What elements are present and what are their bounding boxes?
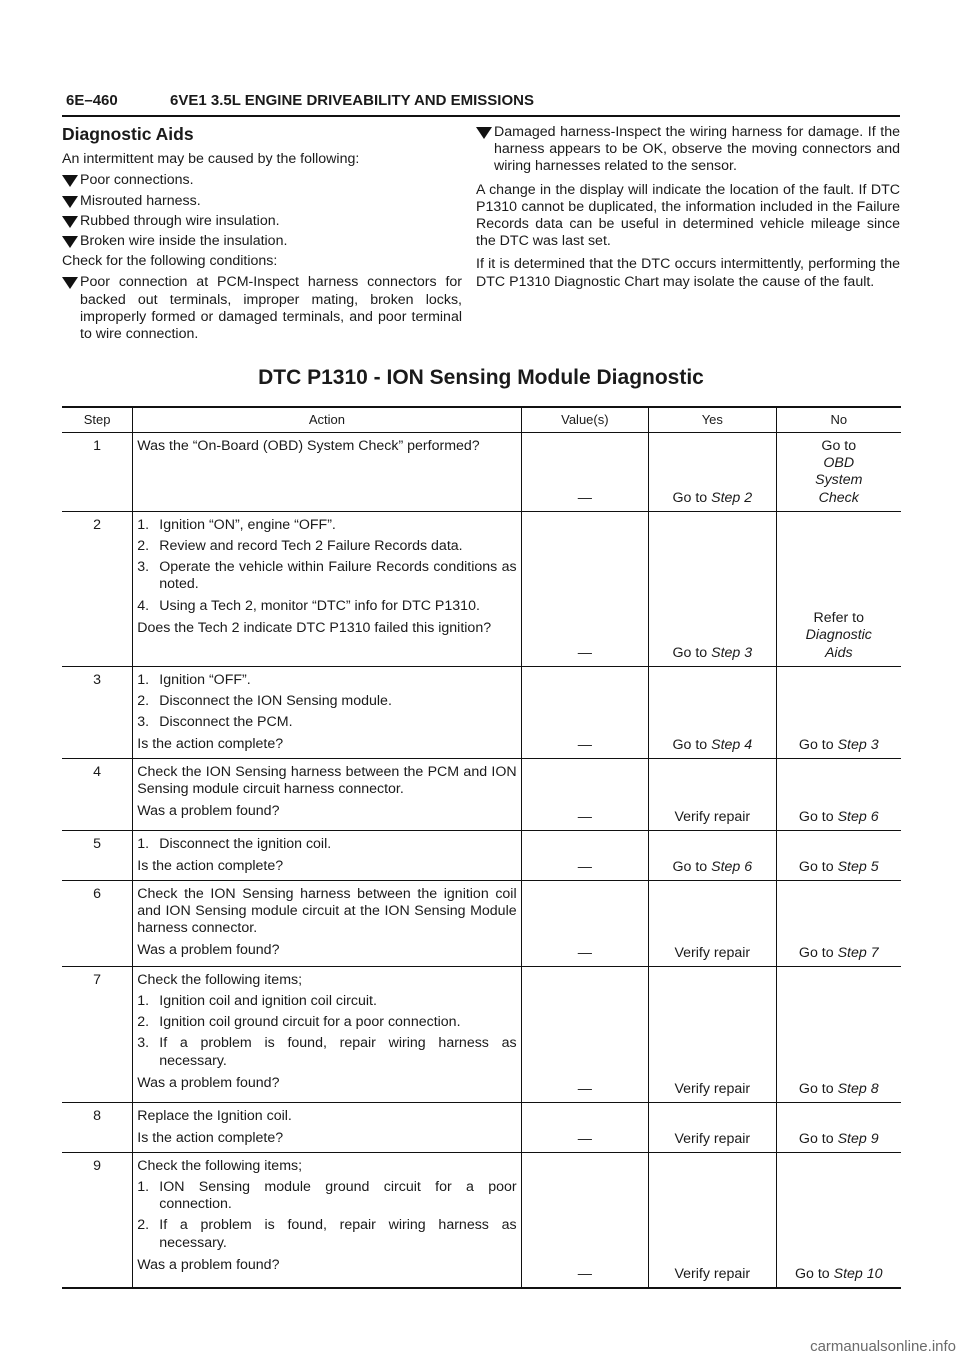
column-header-values: Value(s)	[521, 407, 648, 433]
column-header-yes: Yes	[649, 407, 776, 433]
action-cell	[133, 511, 521, 666]
action-step-item: 1. Ignition coil and ignition coil circuit.	[137, 993, 377, 1010]
cause-item: Poor connections.	[62, 172, 462, 189]
table-row	[62, 433, 901, 512]
yes-cell: Go to Step 2	[649, 433, 776, 512]
no-step-ref: Diagnostic Aids	[805, 627, 872, 661]
action-text: Check the following items;	[137, 1157, 303, 1174]
no-cell: Go to Step 7	[776, 880, 901, 966]
bullet-triangle-icon	[476, 127, 492, 139]
column-header-action: Action	[133, 407, 521, 433]
action-step-item: 3. Disconnect the PCM.	[137, 714, 293, 731]
table-row	[62, 511, 901, 666]
bullet-triangle-icon	[62, 277, 78, 289]
yes-cell: Verify repair	[649, 966, 776, 1102]
cause-item: Broken wire inside the insulation.	[62, 233, 462, 250]
step-number: 7	[62, 966, 133, 1102]
watermark: carmanualsonline.info	[810, 1338, 956, 1355]
aids-intro: An intermittent may be caused by the following:	[62, 151, 360, 168]
action-cell	[133, 433, 521, 512]
table-row	[62, 966, 901, 1102]
cause-item: Misrouted harness.	[62, 193, 462, 210]
bullet-triangle-icon	[62, 216, 78, 228]
column-header-no: No	[776, 407, 901, 433]
step-number: 4	[62, 758, 133, 830]
no-cell: Go to Step 10	[776, 1152, 901, 1288]
no-step-ref: Step 7	[837, 944, 879, 961]
action-step-item: 4. Using a Tech 2, monitor “DTC” info for DTC P1310.	[137, 597, 480, 614]
action-step-item: 1. ION Sensing module ground circuit for a poor connection.	[137, 1179, 517, 1213]
action-step-item: 1. Disconnect the ignition coil.	[137, 835, 332, 852]
action-text: Was the “On-Board (OBD) System Check” performed?	[137, 438, 480, 454]
step-number: 9	[62, 1152, 133, 1288]
yes-cell: Verify repair	[649, 1152, 776, 1288]
no-step-ref: OBD System Check	[815, 455, 863, 506]
no-step-ref: Step 6	[837, 808, 879, 825]
no-step-ref: Step 9	[837, 1130, 879, 1147]
no-step-ref: Step 3	[837, 736, 879, 753]
check-intro: Check for the following conditions:	[62, 253, 278, 270]
yes-cell: Go to Step 6	[649, 830, 776, 880]
no-step-ref: Step 8	[837, 1080, 879, 1097]
action-cell	[133, 830, 521, 880]
cause-item: Rubbed through wire insulation.	[62, 213, 462, 230]
section-title: 6VE1 3.5L ENGINE DRIVEABILITY AND EMISSIONS	[170, 92, 534, 109]
action-text: Check the ION Sensing harness between the ignition coil and ION Sensing module circuit at the ION Sensing Module harness connector.	[137, 885, 517, 937]
condition-item: Poor connection at PCM-Inspect harness connectors for backed out terminals, improper mating, broken locks, improperly formed or damaged terminals, and poor terminal to wire connection.	[62, 274, 462, 343]
no-step-ref: Step 5	[837, 858, 879, 875]
table-row	[62, 1152, 901, 1288]
action-question: Is the action complete?	[137, 1130, 284, 1147]
diagnostic-aids-heading: Diagnostic Aids	[62, 124, 194, 144]
value-cell: —	[521, 758, 648, 830]
action-question: Was a problem found?	[137, 1256, 280, 1273]
no-step-ref: Step 10	[833, 1266, 883, 1283]
value-cell: —	[521, 966, 648, 1102]
yes-step-ref: Step 4	[711, 736, 753, 753]
value-cell: —	[521, 511, 648, 666]
step-number: 2	[62, 511, 133, 666]
table-row	[62, 880, 901, 966]
yes-cell: Verify repair	[649, 880, 776, 966]
table-row	[62, 758, 901, 830]
yes-cell: Verify repair	[649, 758, 776, 830]
bullet-triangle-icon	[62, 196, 78, 208]
yes-cell: Verify repair	[649, 1102, 776, 1152]
action-cell	[133, 758, 521, 830]
no-cell: Go to OBD System Check	[776, 433, 901, 512]
action-step-item: 1. Ignition “ON”, engine “OFF”.	[137, 516, 336, 533]
action-step-item: 2. Disconnect the ION Sensing module.	[137, 693, 392, 710]
action-question: Is the action complete?	[137, 858, 284, 875]
action-step-item: 2. Review and record Tech 2 Failure Records data.	[137, 538, 463, 555]
aids-paragraph: A change in the display will indicate the location of the fault. If DTC P1310 cannot be duplicated, the information included in the Failure Records data can be useful in determined vehicle mileage since the DTC was last set.	[476, 181, 900, 250]
diagnostic-chart-table	[62, 406, 901, 1289]
value-cell: —	[521, 1102, 648, 1152]
value-cell: —	[521, 666, 648, 758]
action-cell	[133, 966, 521, 1102]
action-cell	[133, 880, 521, 966]
action-step-item: 2. If a problem is found, repair wiring harness as necessary.	[137, 1217, 517, 1251]
condition-item: Damaged harness-Inspect the wiring harness for damage. If the harness appears to be OK, observe the moving connectors and wiring harnesses related to the sensor.	[476, 124, 900, 176]
action-text: Check the ION Sensing harness between the PCM and ION Sensing module circuit harness connector.	[137, 763, 517, 798]
action-cell	[133, 666, 521, 758]
diagnostic-aids-left-column	[62, 124, 462, 346]
aids-paragraph: If it is determined that the DTC occurs intermittently, performing the DTC P1310 Diagnostic Chart may isolate the cause of the fault.	[476, 256, 900, 290]
header-rule	[62, 115, 900, 117]
table-row	[62, 830, 901, 880]
chart-title: DTC P1310 - ION Sensing Module Diagnostic	[258, 366, 704, 389]
yes-cell: Go to Step 4	[649, 666, 776, 758]
step-number: 6	[62, 880, 133, 966]
action-question: Was a problem found?	[137, 1074, 280, 1091]
no-cell: Go to Step 9	[776, 1102, 901, 1152]
table-row	[62, 1102, 901, 1152]
no-cell: Go to Step 6	[776, 758, 901, 830]
step-number: 8	[62, 1102, 133, 1152]
yes-step-ref: Step 2	[711, 489, 753, 506]
diagnostic-aids-right-column	[476, 124, 900, 291]
action-step-item: 3. Operate the vehicle within Failure Records conditions as noted.	[137, 559, 517, 593]
action-text: Check the following items;	[137, 971, 303, 988]
yes-step-ref: Step 3	[711, 644, 753, 661]
action-question: Does the Tech 2 indicate DTC P1310 failed this ignition?	[137, 619, 492, 636]
value-cell: —	[521, 830, 648, 880]
page-header	[62, 92, 900, 118]
action-question: Is the action complete?	[137, 736, 284, 753]
value-cell: —	[521, 433, 648, 512]
column-header-step: Step	[62, 407, 133, 433]
action-question: Was a problem found?	[137, 942, 280, 959]
action-text: Replace the Ignition coil.	[137, 1107, 292, 1124]
table-header-row	[62, 407, 901, 433]
action-cell	[133, 1152, 521, 1288]
step-number: 1	[62, 433, 133, 512]
value-cell: —	[521, 1152, 648, 1288]
step-number: 3	[62, 666, 133, 758]
bullet-triangle-icon	[62, 236, 78, 248]
yes-cell: Go to Step 3	[649, 511, 776, 666]
no-cell: Refer to Diagnostic Aids	[776, 511, 901, 666]
step-number: 5	[62, 830, 133, 880]
action-step-item: 1. Ignition “OFF”.	[137, 671, 251, 688]
value-cell: —	[521, 880, 648, 966]
action-step-item: 3. If a problem is found, repair wiring harness as necessary.	[137, 1035, 517, 1069]
bullet-triangle-icon	[62, 175, 78, 187]
action-cell	[133, 1102, 521, 1152]
no-cell: Go to Step 3	[776, 666, 901, 758]
no-cell: Go to Step 5	[776, 830, 901, 880]
yes-step-ref: Step 6	[711, 858, 753, 875]
page-number: 6E–460	[66, 92, 118, 109]
no-cell: Go to Step 8	[776, 966, 901, 1102]
action-step-item: 2. Ignition coil ground circuit for a poor connection.	[137, 1014, 461, 1031]
action-question: Was a problem found?	[137, 803, 280, 820]
table-row	[62, 666, 901, 758]
